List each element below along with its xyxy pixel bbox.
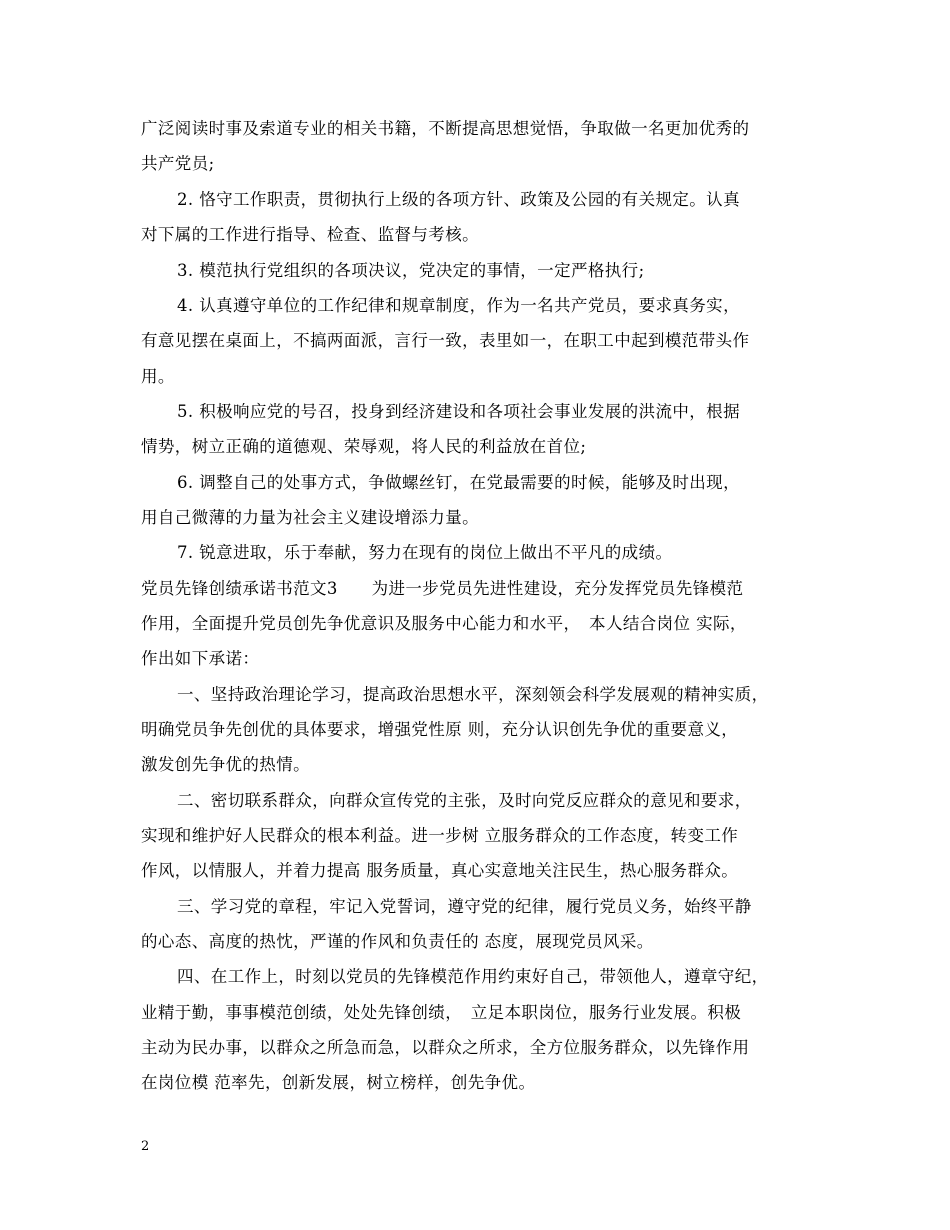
text-line: 四、在工作上，时刻以党员的先锋模范作用约束好自己，带领他人，遵章守纪， [177, 967, 769, 986]
text-line: 实现和维护好人民群众的根本利益。进一步树 立服务群众的工作态度，转变工作 [141, 826, 739, 845]
text-line: 4. 认真遵守单位的工作纪律和规章制度，作为一名共产党员，要求真务实， [177, 296, 740, 315]
text-line: 的心态、高度的热忱，严谨的作风和负责任的 态度，展现党员风采。 [141, 932, 654, 951]
text-line: 激发创先争优的热情。 [141, 755, 310, 774]
text-line: 6. 调整自己的处事方式，争做螺丝钉，在党最需要的时候，能够及时出现， [177, 473, 740, 492]
text-line: 5. 积极响应党的号召，投身到经济建设和各项社会事业发展的洪流中，根据 [177, 402, 740, 421]
text-line: 广泛阅读时事及索道专业的相关书籍，不断提高思想觉悟，争取做一名更加优秀的 [141, 119, 750, 138]
text-line: 情势，树立正确的道德观、荣辱观，将人民的利益放在首位; [141, 437, 587, 456]
text-line: 7. 锐意进取，乐于奉献，努力在现有的岗位上做出不平凡的成绩。 [177, 543, 673, 562]
text-line: 作风，以情服人，并着力提高 服务质量，真心实意地关注民生，热心服务群众。 [141, 861, 739, 880]
text-line: 用。 [141, 367, 175, 386]
text-line: 用自己微薄的力量为社会主义建设增添力量。 [141, 508, 479, 527]
text-line: 作用，全面提升党员创先争优意识及服务中心能力和水平， 本人结合岗位 实际， [141, 614, 747, 633]
text-line: 业精于勤，事事模范创绩，处处先锋创绩， 立足本职岗位，服务行业发展。积极 [141, 1003, 742, 1022]
text-line: 3. 模范执行党组织的各项决议，党决定的事情，一定严格执行; [177, 261, 645, 280]
text-line: 二、密切联系群众，向群众宣传党的主张，及时向党反应群众的意见和要求， [177, 791, 752, 810]
text-line: 共产党员; [141, 154, 215, 173]
text-line: 主动为民办事，以群众之所急而急，以群众之所求，全方位服务群众，以先锋作用 [141, 1038, 750, 1057]
text-line: 明确党员争先创优的具体要求，增强党性原 则，充分认识创先争优的重要意义， [141, 720, 739, 739]
text-line: 在岗位模 范率先，创新发展，树立榜样，创先争优。 [141, 1073, 536, 1092]
text-line: 党员先锋创绩承诺书范文3 为进一步党员先进性建设，充分发挥党员先锋模范 [141, 579, 744, 598]
text-line: 作出如下承诺： [141, 649, 260, 668]
text-line: 一、坚持政治理论学习，提高政治思想水平，深刻领会科学发展观的精神实质， [177, 685, 769, 704]
text-line: 2. 恪守工作职责，贯彻执行上级的各项方针、政策及公园的有关规定。认真 [177, 190, 740, 209]
text-line: 三、学习党的章程，牢记入党誓词，遵守党的纪律，履行党员义务，始终平静 [177, 897, 752, 916]
text-line: 有意见摆在桌面上，不搞两面派，言行一致，表里如一，在职工中起到模范带头作 [141, 331, 750, 350]
page-number: 2 [141, 1139, 150, 1154]
text-line: 对下属的工作进行指导、检查、监督与考核。 [141, 225, 479, 244]
